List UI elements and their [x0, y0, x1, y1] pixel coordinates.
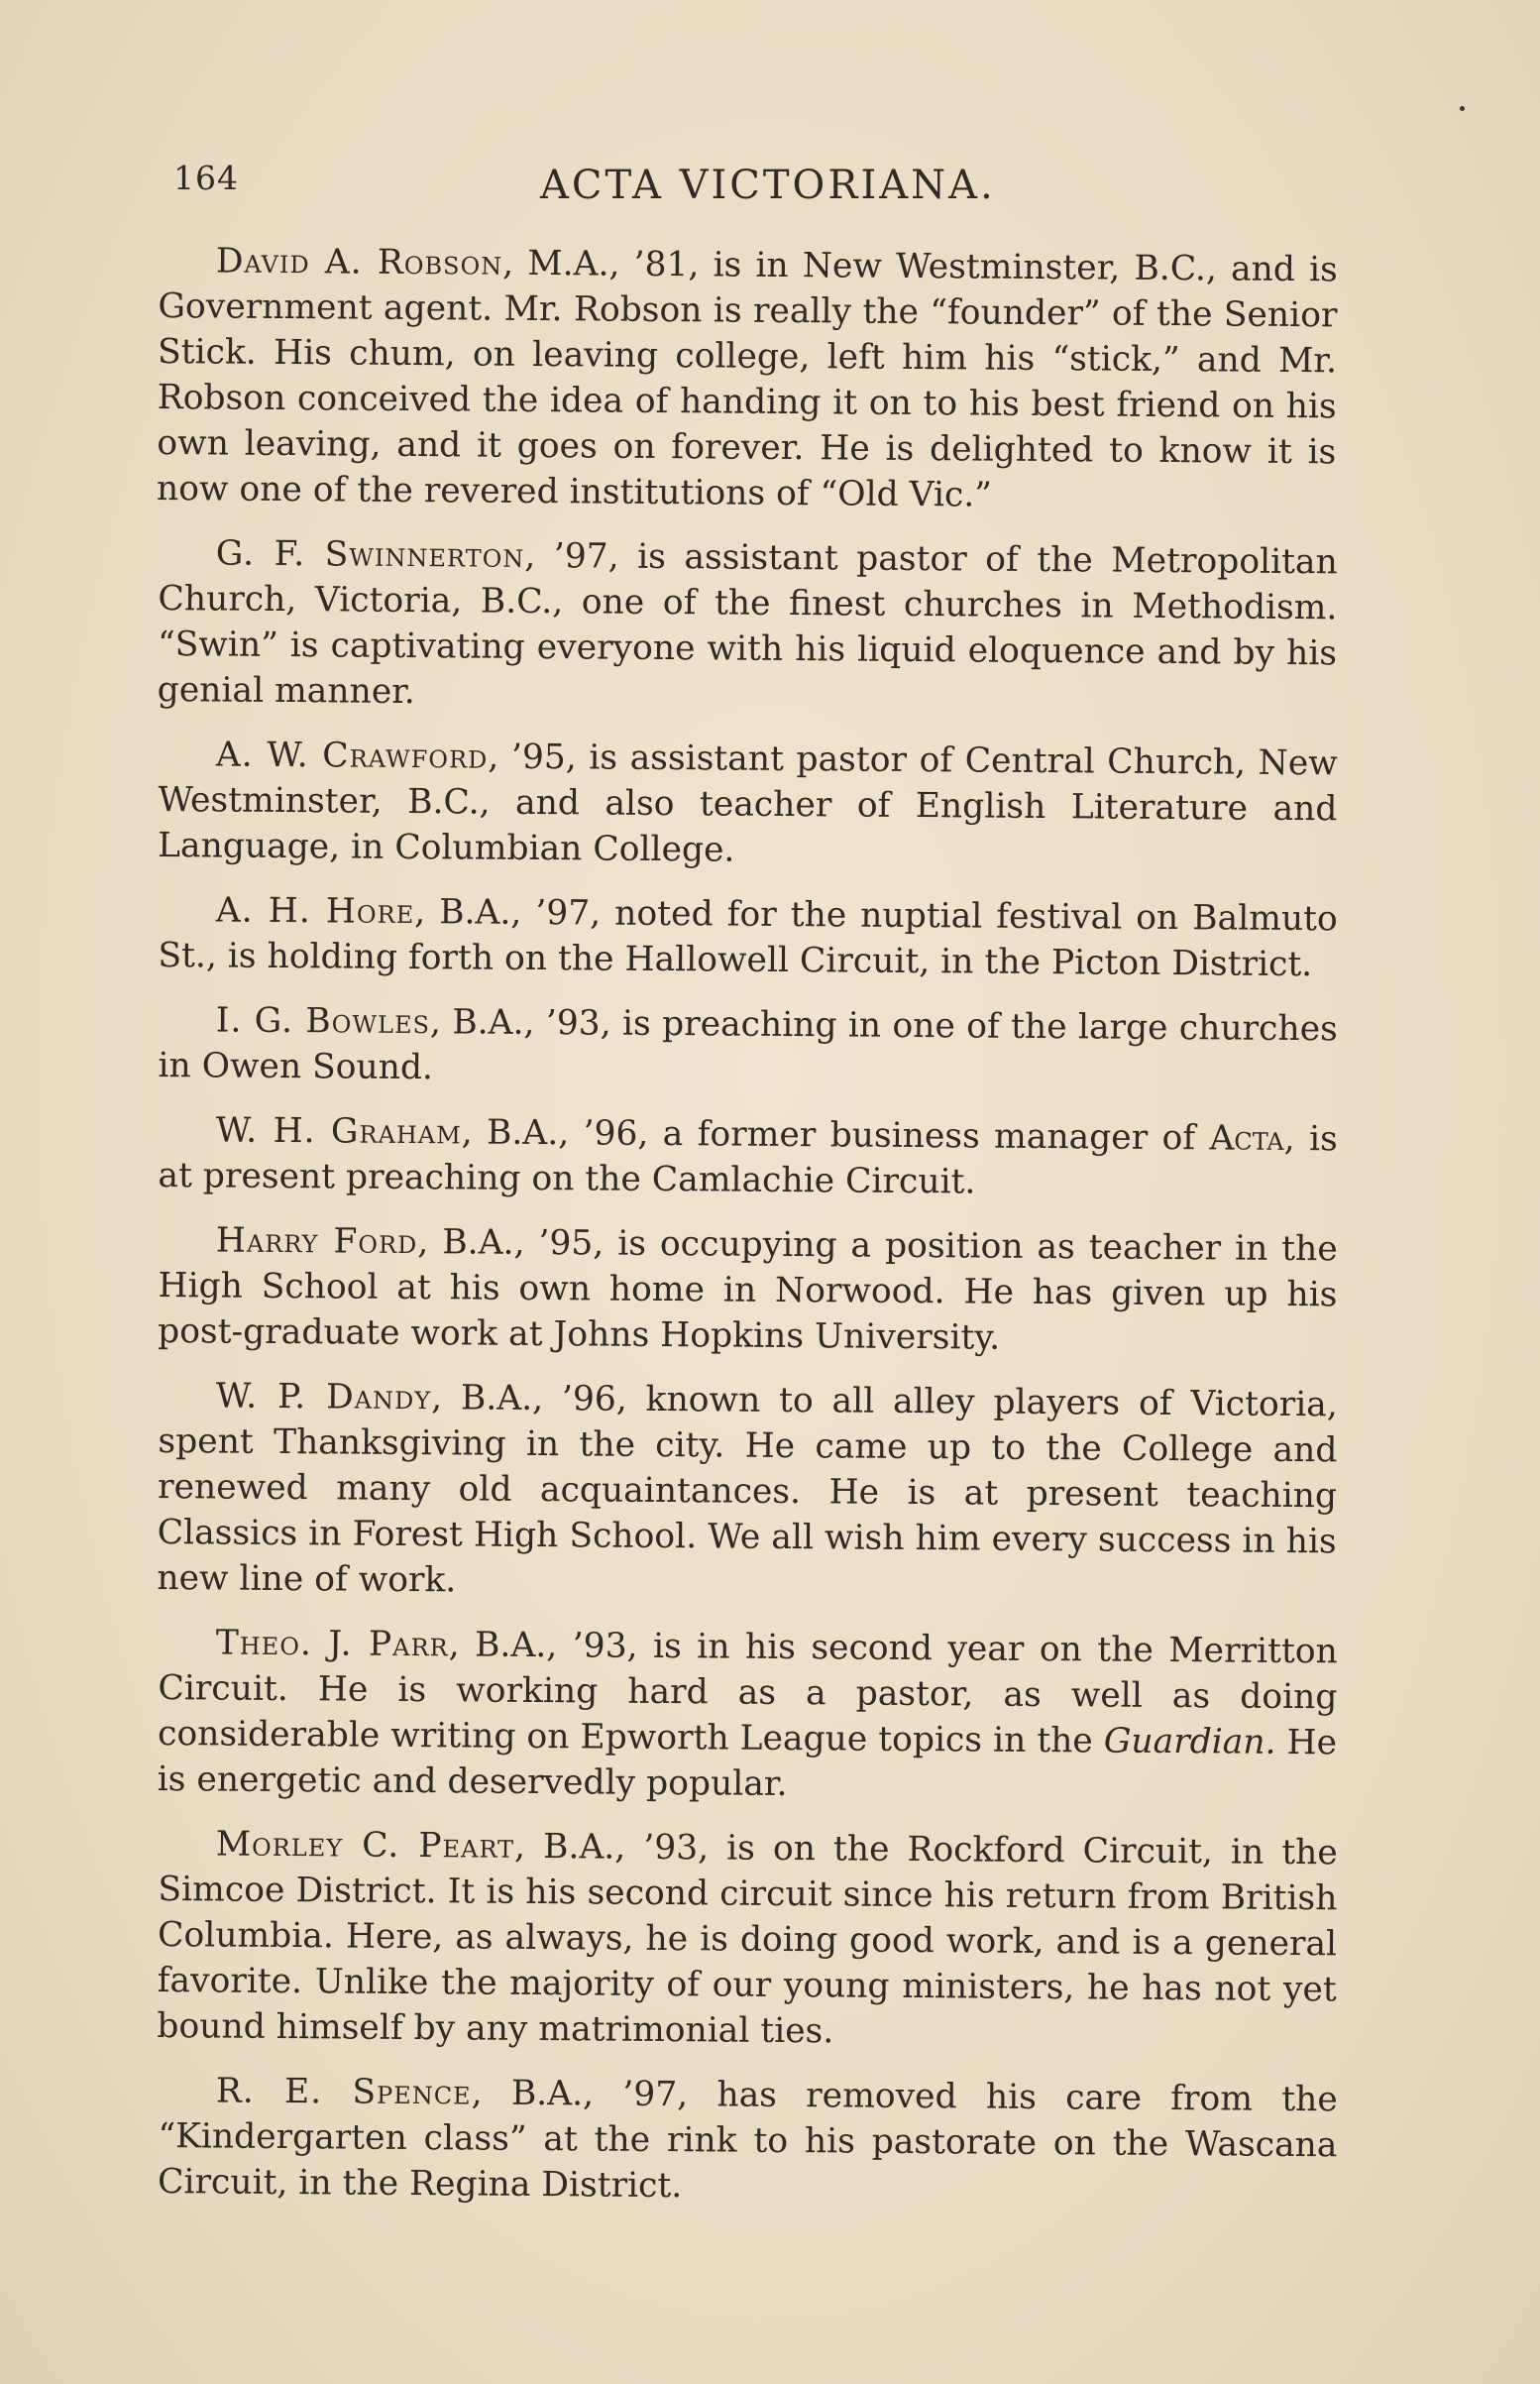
- alumnus-name: David A. Robson: [215, 241, 503, 284]
- alumnus-name: Morley C. Peart: [215, 1824, 515, 1867]
- entry-dandy: [157, 1373, 1338, 1610]
- entry-text: , is at present preaching on the Camlachie Circuit.: [158, 1118, 1338, 1202]
- entry-peart: [157, 1821, 1338, 2058]
- entry-text: , B.A., ’96, known to all alley players of Victoria, spent Thanksgiving in the city. He came up to the College and renewed many old acquaintances. He is at present teaching Classics in Forest High School. We all wish him every success in his new line of work.: [157, 1378, 1338, 1601]
- alumnus-name: W. P. Dandy: [215, 1376, 432, 1419]
- entry-hore: [158, 887, 1338, 987]
- alumnus-name: I. G. Bowles: [215, 1000, 431, 1043]
- entry-parr: [158, 1620, 1338, 1811]
- alumnus-name: G. F. Swinnerton: [215, 533, 525, 576]
- entry-text: , B.A., ’93, is preaching in one of the large churches in Owen Sound.: [158, 1002, 1338, 1088]
- entry-text: , B.A., ’97, noted for the nuptial festival on Balmuto St., is holding forth on the Hallowell Circuit, in the Picton District.: [158, 892, 1338, 985]
- alumnus-name: A. W. Crawford: [215, 735, 489, 777]
- entry-ford: [158, 1217, 1338, 1363]
- entry-text: , ’97, is assistant pastor of the Metropolitan Church, Victoria, B.C., one of the finest churches in Methodism. “Swin” is captivating everyone with his liquid eloquence and by his genial manner.: [157, 535, 1338, 713]
- alumnus-name: W. H. Graham: [215, 1110, 462, 1153]
- alumnus-name: A. H. Hore: [215, 890, 415, 933]
- alumnus-name: Theo. J. Parr: [215, 1623, 449, 1665]
- entry-robson: [157, 238, 1338, 520]
- page-header: [173, 149, 1333, 208]
- entry-text: , B.A., ’95, is occupying a position as teacher in the High School at his own home in Norwood. He has given up his post-graduate work at Johns Hopkins University.: [157, 1222, 1338, 1358]
- alumnus-name: R. E. Spence: [215, 2071, 472, 2113]
- journal-name: Acta: [1209, 1118, 1284, 1159]
- entry-text: , B.A., ’96, a former business manager of: [461, 1112, 1210, 1159]
- alumni-notes: [156, 238, 1338, 2223]
- entry-graham: [158, 1107, 1338, 1207]
- entry-crawford: [158, 732, 1338, 877]
- entry-text: , B.A., ’93, is on the Rockford Circuit, in the Simcoe District. It is his second circuit since his return from British Columbia. Here, as always, he is doing good work, and is a general favorite. Unlike the majority of our young ministers, he has not yet bound himself by any matrimonial ties.: [157, 1826, 1338, 2052]
- entry-text: , ’95, is assistant pastor of Central Church, New Westminster, B.C., and also teacher of English Literature and Language, in Columbian College.: [157, 737, 1338, 870]
- publication-name: Guardian.: [1103, 1721, 1276, 1762]
- entry-bowles: [158, 997, 1338, 1097]
- ink-speck: [1460, 106, 1465, 111]
- entry-swinnerton: [158, 530, 1338, 722]
- entry-text: , M.A., ’81, is in New Westminster, B.C., and is Government agent. Mr. Robson is really the “founder” of the Senior Stick. His chum, on leaving college, left him his “stick,” and Mr. Robson conceived the idea of handing it on to his best friend on his own leaving, and it goes on forever. He is delighted to know it is now one of the revered institutions of “Old Vic.”: [156, 243, 1338, 515]
- alumnus-name: Harry Ford: [215, 1220, 418, 1263]
- entry-text: , B.A., ’93, is in his second year on the Merritton Circuit. He is working hard as a pastor, as well as doing considerable writing on Epworth League topics in the: [157, 1625, 1338, 1761]
- entry-text: , B.A., ’97, has removed his care from the “Kindergarten class” at the rink to his pastorate on the Wascana Circuit, in the Regina District.: [157, 2073, 1338, 2207]
- entry-text: He is energetic and deservedly popular.: [157, 1722, 1338, 1804]
- page-number: 164: [173, 159, 239, 197]
- entry-spence: [158, 2068, 1338, 2214]
- running-head: ACTA VICTORIANA.: [540, 163, 996, 208]
